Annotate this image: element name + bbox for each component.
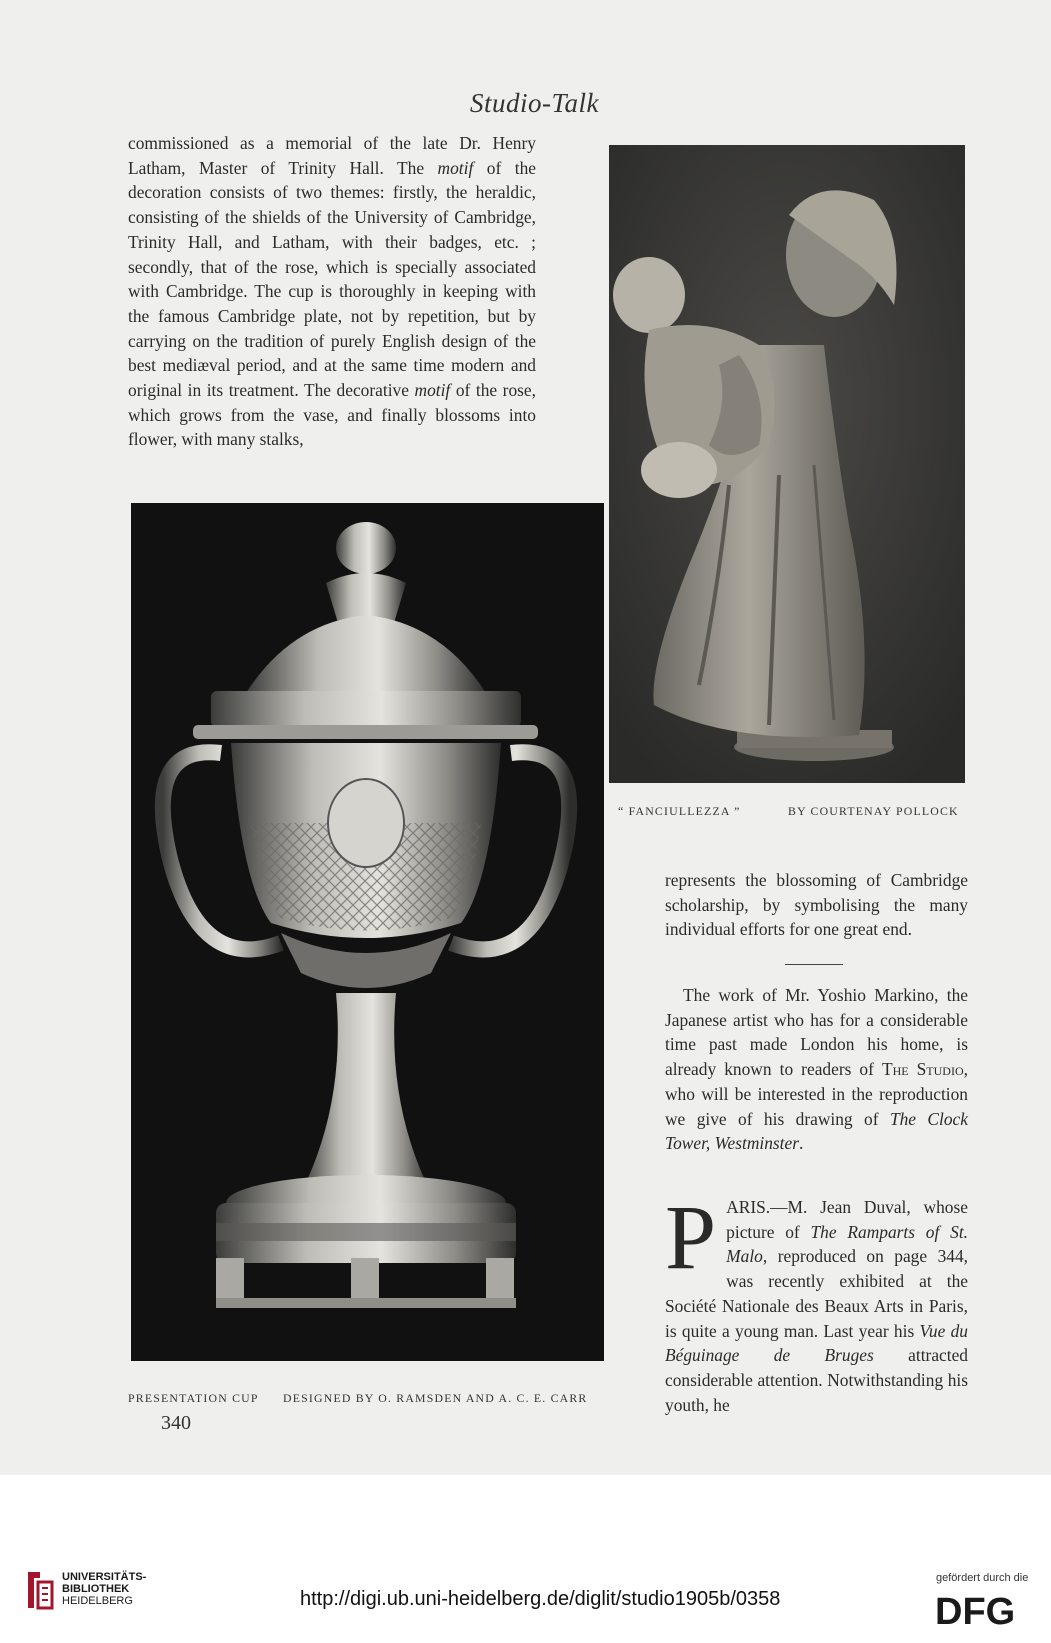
cup-caption-title: PRESENTATION CUP [128, 1391, 259, 1405]
cup-illustration [131, 503, 604, 1361]
markino-paragraph [665, 983, 968, 1156]
text-run: commissioned as a memorial of the late Dr. Henry Latham, Master of Trinity Hall. The [128, 133, 536, 178]
dfg-logo-text: DFG [935, 1591, 1016, 1630]
paris-paragraph [665, 1186, 968, 1417]
library-name-line3: HEIDELBERG [62, 1595, 133, 1607]
text-run: attracted considerable attention. Notwithstanding his youth, he [665, 1345, 968, 1415]
library-name-line1: UNIVERSITÄTS- [62, 1571, 147, 1583]
permalink-url[interactable]: http://digi.ub.uni-heidelberg.de/diglit/studio1905b/0358 [300, 1588, 781, 1610]
cup-description-paragraph [128, 131, 536, 452]
text-run: of the rose, which grows from the vase, and finally blossoms into flower, with many stalks, [128, 380, 536, 450]
magazine-title: The Studio [881, 1059, 964, 1080]
text-run: . [799, 1133, 804, 1154]
statue-caption-title: “ FANCIULLEZZA ” [618, 804, 741, 818]
funded-by-label: gefördert durch die [936, 1572, 1029, 1584]
fanciullezza-photo [609, 145, 965, 783]
library-logo-icon [24, 1568, 56, 1612]
text-run: , who will be interested in the reproduction we give of his drawing of [665, 1059, 968, 1129]
continuation-paragraph: represents the blossoming of Cambridge scholarship, by symbolising the many individual efforts for one great end. [665, 870, 968, 940]
section-divider [785, 964, 843, 965]
library-name [62, 1571, 146, 1607]
artwork-title: The Ramparts of St. Malo [726, 1221, 968, 1267]
artwork-title: The Clock Tower, Westminster [665, 1108, 968, 1154]
dfg-logo-icon [933, 1590, 1038, 1630]
left-column-text [128, 131, 536, 452]
text-run: of the decoration consists of two themes: firstly, the heraldic, consisting of the shields of the University of Cambridge, Trinity Hall, and Latham, with their badges, etc. ; secondly, that of the rose, which is specially associated with Cambridge. The cup is thoroughly in keeping with the famous Cambridge plate, not by repetition, but by carrying on the tradition of purely English design of the best mediæval period, and at the same time modern and original in its treatment. The decorative [128, 157, 536, 401]
paris-section [665, 1186, 968, 1417]
library-name-line2: BIBLIOTHEK [62, 1583, 130, 1595]
statue-illustration [609, 145, 965, 783]
right-column-continuation [665, 868, 968, 942]
digitization-footer [0, 1475, 1051, 1643]
markino-section [665, 983, 968, 1156]
page-number: 340 [161, 1412, 191, 1434]
italic-motif: motif [437, 157, 474, 178]
text-run: ARIS.—M. Jean Duval, whose picture of [726, 1197, 968, 1242]
statue-caption-artist: BY COURTENAY POLLOCK [788, 804, 959, 818]
text-run: The work of Mr. Yoshio Markino, the Japanese artist who has for a considerable time past made London his home, is already known to readers of [665, 985, 968, 1080]
drop-cap: P [665, 1186, 717, 1288]
running-head: Studio-Talk [470, 88, 600, 118]
text-run: , reproduced on page 344, was recently exhibited at the Société Nationale des Beaux Arts in Paris, is quite a young man. Last year his [665, 1246, 968, 1341]
cup-caption-designers: DESIGNED BY O. RAMSDEN AND A. C. E. CARR [283, 1391, 588, 1405]
italic-motif: motif [414, 380, 451, 401]
artwork-title: Vue du Béguinage de Bruges [665, 1320, 968, 1366]
presentation-cup-photo [131, 503, 604, 1361]
